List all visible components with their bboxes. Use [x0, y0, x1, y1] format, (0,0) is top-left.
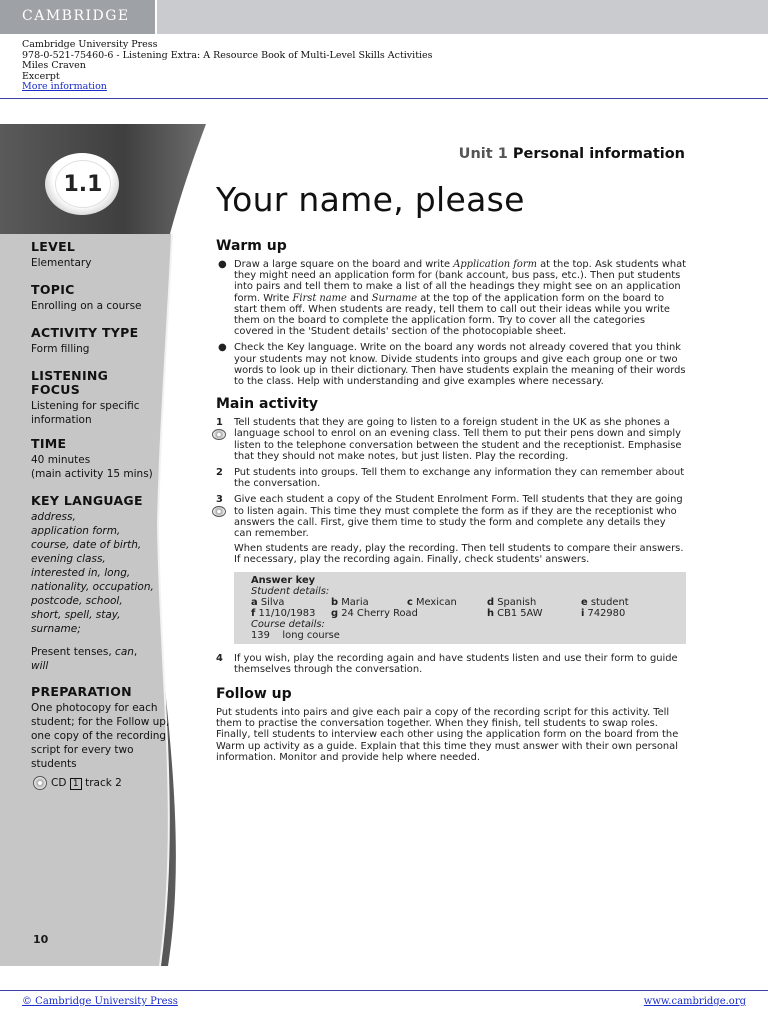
key-language-2: application form, — [31, 525, 121, 537]
time-detail: (main activity 15 mins) — [31, 468, 153, 480]
warm-up-heading: Warm up — [216, 238, 287, 254]
present-tenses: Present tenses, can, — [31, 646, 138, 658]
key-language-heading: KEY LANGUAGE — [31, 493, 143, 508]
follow-up-heading: Follow up — [216, 686, 292, 703]
cd-number-box: 1 — [70, 778, 82, 790]
activity-type-value: Form filling — [31, 343, 90, 355]
course-details-label: Course details: — [251, 618, 325, 630]
activity-number: 1.1 — [55, 160, 111, 208]
student-details-label: Student details: — [251, 585, 330, 597]
author: Miles Craven — [22, 60, 86, 72]
warm-up-bullet-2: ● Check the Key language. Write on the board any words not already covered that you think your students may not know. Divide students into groups and give each group one or two words to look up in their dictionary. Then have students explain the meaning of their words to the class. Help with understanding and give examples where necessary. — [218, 342, 686, 388]
listening-heading: LISTENING — [31, 368, 109, 383]
level-value: Elementary — [31, 257, 92, 269]
level-heading: LEVEL — [31, 239, 76, 254]
topic-value: Enrolling on a course — [31, 300, 142, 312]
step-2: 2 Put students into groups. Tell them to exchange any information they can remember about the conversation. — [216, 467, 685, 490]
excerpt-label: Excerpt — [22, 70, 60, 82]
cambridge-logo: CAMBRIDGE — [0, 0, 157, 34]
key-language-5: interested in, long, — [31, 567, 131, 579]
cd-icon — [212, 429, 226, 440]
unit-heading: Unit 1 Personal information — [458, 146, 685, 162]
footer-divider — [0, 990, 768, 991]
tense-will: will — [31, 660, 49, 672]
more-information-link[interactable]: More information — [22, 81, 107, 93]
page-title: Your name, please — [216, 180, 525, 219]
time-heading: TIME — [31, 436, 67, 451]
copyright-link[interactable]: © Cambridge University Press — [22, 996, 178, 1007]
isbn-title: 978-0-521-75460-6 - Listening Extra: A Resource Book of Multi-Level Skills Activities — [22, 49, 433, 61]
answer-row-2: f 11/10/1983 g 24 Cherry Road h CB1 5AW i 742980 — [251, 607, 626, 619]
step-1: 1 Tell students that they are going to listen to a foreign student in the UK as she phones a language school to enrol on an evening class. Tell them to put their pens down and simply listen to the telephone conversation between the student and the receptionist. Emphasise that they should not make notes, but just listen. Play the recording. — [216, 417, 686, 462]
activity-type-heading: ACTIVITY TYPE — [31, 325, 139, 340]
focus-heading: FOCUS — [31, 382, 80, 397]
time-value: 40 minutes — [31, 454, 91, 466]
topic-heading: TOPIC — [31, 282, 75, 297]
main-activity-heading: Main activity — [216, 396, 318, 413]
sidebar-info — [31, 240, 176, 790]
website-link[interactable]: www.cambridge.org — [643, 996, 746, 1007]
warm-up-bullet-1: ● Draw a large square on the board and write Application form at the top. Ask students what they might need an application form for (bank account, bus pass, etc.). Then put students into pairs and tell them to make a list of all the headings they might see on an application form. Write First name and Surname at the top of the application form on the board to start them off. When students are ready, tell them to call out their ideas while you write them on the board to complete the application form. Try to cover all the categories covered in the 'Student details' section of the photocopiable sheet. — [218, 259, 687, 338]
key-language-8: short, spell, stay, — [31, 609, 121, 621]
answer-key-heading: Answer key — [251, 574, 316, 586]
key-language-6: nationality, occupation, — [31, 581, 154, 593]
preparation-value: One photocopy for each student; for the Follow up, one copy of the recording script for every two students — [31, 702, 170, 770]
book-header — [22, 40, 433, 93]
step-3: 3 Give each student a copy of the Student Enrolment Form. Tell students that they are going to listen again. This time they must complete the form as if they are the receptionist who answers the call. First, give them time to study the form and complete any details they can remember. — [216, 494, 686, 539]
preparation-heading: PREPARATION — [31, 684, 132, 699]
cd-track: CD 1 track 2 — [31, 776, 176, 790]
cd-icon — [212, 506, 226, 517]
step-3-continued: When students are ready, play the recording. Then tell students to compare their answers. If necessary, play the recording again. Finally, check students' answers. — [234, 543, 684, 566]
page-number: 10 — [33, 933, 49, 946]
follow-up-text: Put students into pairs and give each pair a copy of the recording script for this activity. Tell them to practise the conversation together. When they finish, tell students to swap roles. Finally, tell students to interview each other using the application form on the board from the Warm up activity as a guide. Explain that this time they must answer with their own personal information. Monitor and provide help where needed. — [216, 707, 679, 763]
answer-row-1: a Silva b Maria c Mexican d Spanish e student — [251, 596, 629, 608]
focus-value: Listening for specific information — [31, 400, 140, 426]
step-4: 4 If you wish, play the recording again and have students listen and use their form to guide themselves through the conversation. — [216, 652, 678, 675]
cd-icon — [33, 776, 47, 790]
main-content — [216, 238, 686, 763]
key-language-4: evening class, — [31, 553, 106, 565]
top-bar — [0, 0, 768, 34]
header-divider — [0, 98, 768, 99]
key-language-7: postcode, school, — [31, 595, 123, 607]
key-language-9: surname; — [31, 623, 81, 635]
key-language-3: course, date of birth, — [31, 539, 142, 551]
answer-key-box — [234, 572, 686, 644]
publisher: Cambridge University Press — [22, 39, 158, 50]
course-details: 139 long course — [251, 629, 340, 641]
key-language-1: address, — [31, 511, 76, 523]
